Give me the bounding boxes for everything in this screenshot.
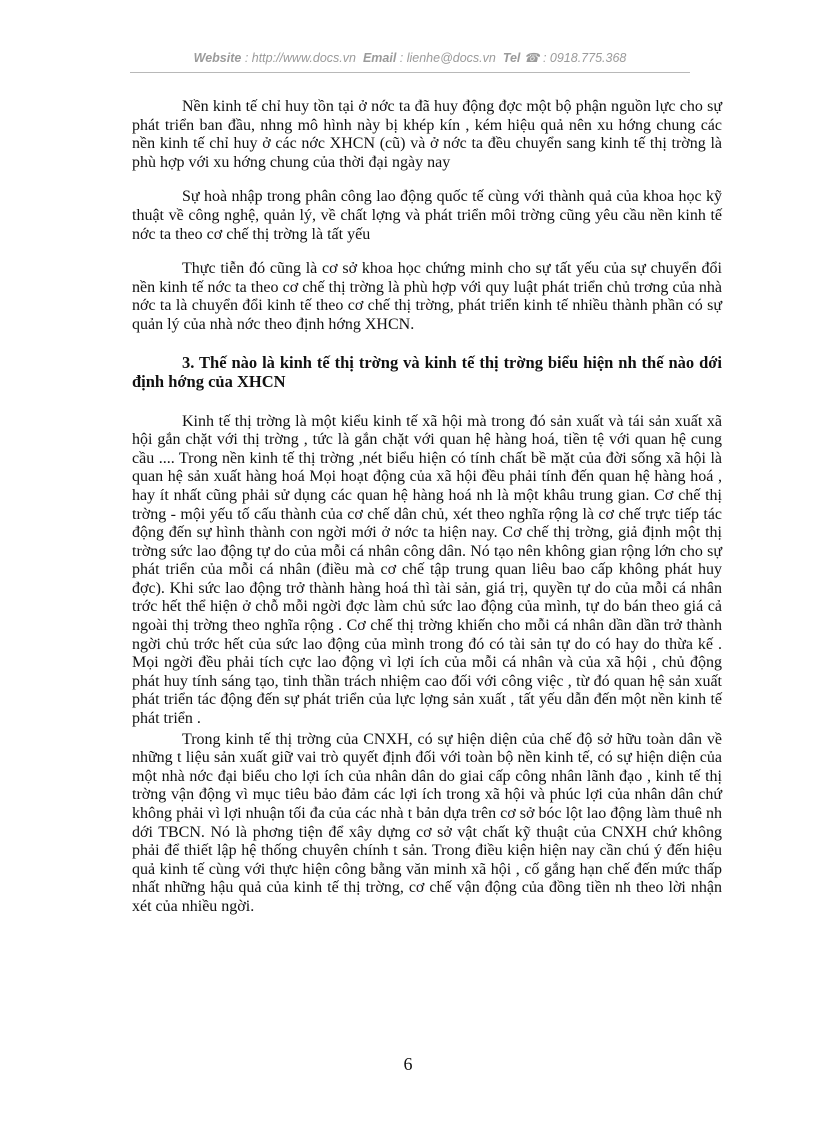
paragraph: Trong kinh tế thị trờng của CNXH, có sự hiện diện của chế độ sở hữu toàn dân về những t liệu sản xuất giữ vai trò quyết định đối với toàn bộ nền kinh tế, có sự hiện diện của một nhà nớc đại biểu cho lợi ích của nhân dân do giai cấp công nhân lãnh đạo , kinh tế thị trờng vận động vì mục tiêu bảo đảm các lợi ích trong xã hội và phúc lợi của nhân dân chứ không phải vì lợi nhuận tối đa của các nhà t bản dựa trên cơ sở bóc lột lao động làm thuê nh dới TBCN. Nó là phơng tiện để xây dựng cơ sở vật chất kỹ thuật của CNXH chứ không phải để thiết lập hệ thống chuyên chính t sản. Trong điều kiện hiện nay cần chú ý đến hiệu quả kinh tế cùng với thực hiện công bằng văn minh xã hội , cố gắng hạn chế đến mức thấp nhất những hậu quả của kinh tế thị trờng, cơ chế vận động của đồng tiền nh theo lời nhận xét của nhiều ngời. — [132, 730, 722, 915]
website-label: Website — [193, 51, 242, 65]
paragraph: Sự hoà nhập trong phân công lao động quốc tế cùng với thành quả của khoa học kỹ thuật về công nghệ, quản lý, về chất lợng và phát triển môi trờng cũng yêu cầu nền kinh tế nớc ta theo cơ chế thị trờng là tất yếu — [132, 188, 722, 243]
page-number: 6 — [403, 1054, 413, 1074]
header-rule — [130, 72, 690, 73]
page-header — [130, 50, 690, 65]
paragraph: Thực tiễn đó cũng là cơ sở khoa học chứng minh cho sự tất yếu của sự chuyển đổi nền kinh tế nớc ta theo cơ chế thị trờng là phù hợp với quy luật phát triển chủ trơng của nhà nớc ta là chuyển đổi kinh tế theo cơ chế thị trờng, phát triển kinh tế nhiều thành phần có sự quản lý của nhà nớc theo định hớng XHCN. — [132, 260, 722, 333]
page-content — [132, 98, 722, 933]
website-value: : http://www.docs.vn — [244, 51, 356, 65]
tel-label: Tel — [502, 51, 521, 65]
paragraph: Nền kinh tế chỉ huy tồn tại ở nớc ta đã huy động đợc một bộ phận nguồn lực cho sự phát triển ban đầu, nhng mô hình này bị khép kín , kém hiệu quả nên xu hớng chung các nền kinh tế chỉ huy ở các nớc XHCN (cũ) và ở nớc ta đều chuyển sang kinh tế thị trờng là phù hợp với xu hớng chung của thời đại ngày nay — [132, 98, 722, 171]
tel-value: ☎ : 0918.775.368 — [523, 51, 627, 65]
section-heading: 3. Thế nào là kinh tế thị trờng và kinh tế thị trờng biểu hiện nh thế nào dới định hớng của XHCN — [132, 352, 722, 391]
paragraph: Kinh tế thị trờng là một kiểu kinh tế xã hội mà trong đó sản xuất và tái sản xuất xã hội gắn chặt với thị trờng , tức là gắn chặt với quan hệ hàng hoá, tiền tệ với quan hệ cung cầu .... Trong nền kinh tế thị trờng ,nét biểu hiện có tính chất bề mặt của đời sống xã hội là quan hệ sản xuất hàng hoá Mọi hoạt động của xã hội đều phải tính đến quan hệ hàng hoá , hay ít nhất cũng phải sử dụng các quan hệ hàng hoá nh là một khâu trung gian. Cơ chế thị trờng - mội yếu tố cấu thành của cơ chế dân chủ, xét theo nghĩa rộng là cơ chế trực tiếp tác động đến sự hình thành con ngời mới ở nớc ta hiện nay. Cơ chế thị trờng, giả định một thị trờng sức lao động tự do của mỗi cá nhân công dân. Nó tạo nên không gian rộng lớn cho sự phát triển của mỗi cá nhân (điều mà cơ chế tập trung quan liêu bao cấp không phát huy đợc). Khi sức lao động trở thành hàng hoá thì tài sản, giá trị, quyền tự do của mỗi cá nhân trớc hết thể hiện ở chỗ mỗi ngời đợc làm chủ sức lao động của mình, tự do bán theo giá cả ngoài thị trờng theo nghĩa rộng . Cơ chế thị trờng khiến cho mỗi cá nhân dần dần trở thành ngời chủ trớc hết của sức lao động của mình trong đó có tài sản tự do có hay do thừa kế . Mọi ngời đều phải tích cực lao động vì lợi ích của mỗi cá nhân và của xã hội , chủ động phát huy tính sáng tạo, tinh thần trách nhiệm cao đối với công việc , từ đó quan hệ sản xuất phát triển tác động đến sự phát triển của lực lợng sản xuất , tất yếu dẫn đến một nền kinh tế phát triển . — [132, 412, 722, 728]
email-value: : lienhe@docs.vn — [399, 51, 496, 65]
email-label: Email — [362, 51, 397, 65]
